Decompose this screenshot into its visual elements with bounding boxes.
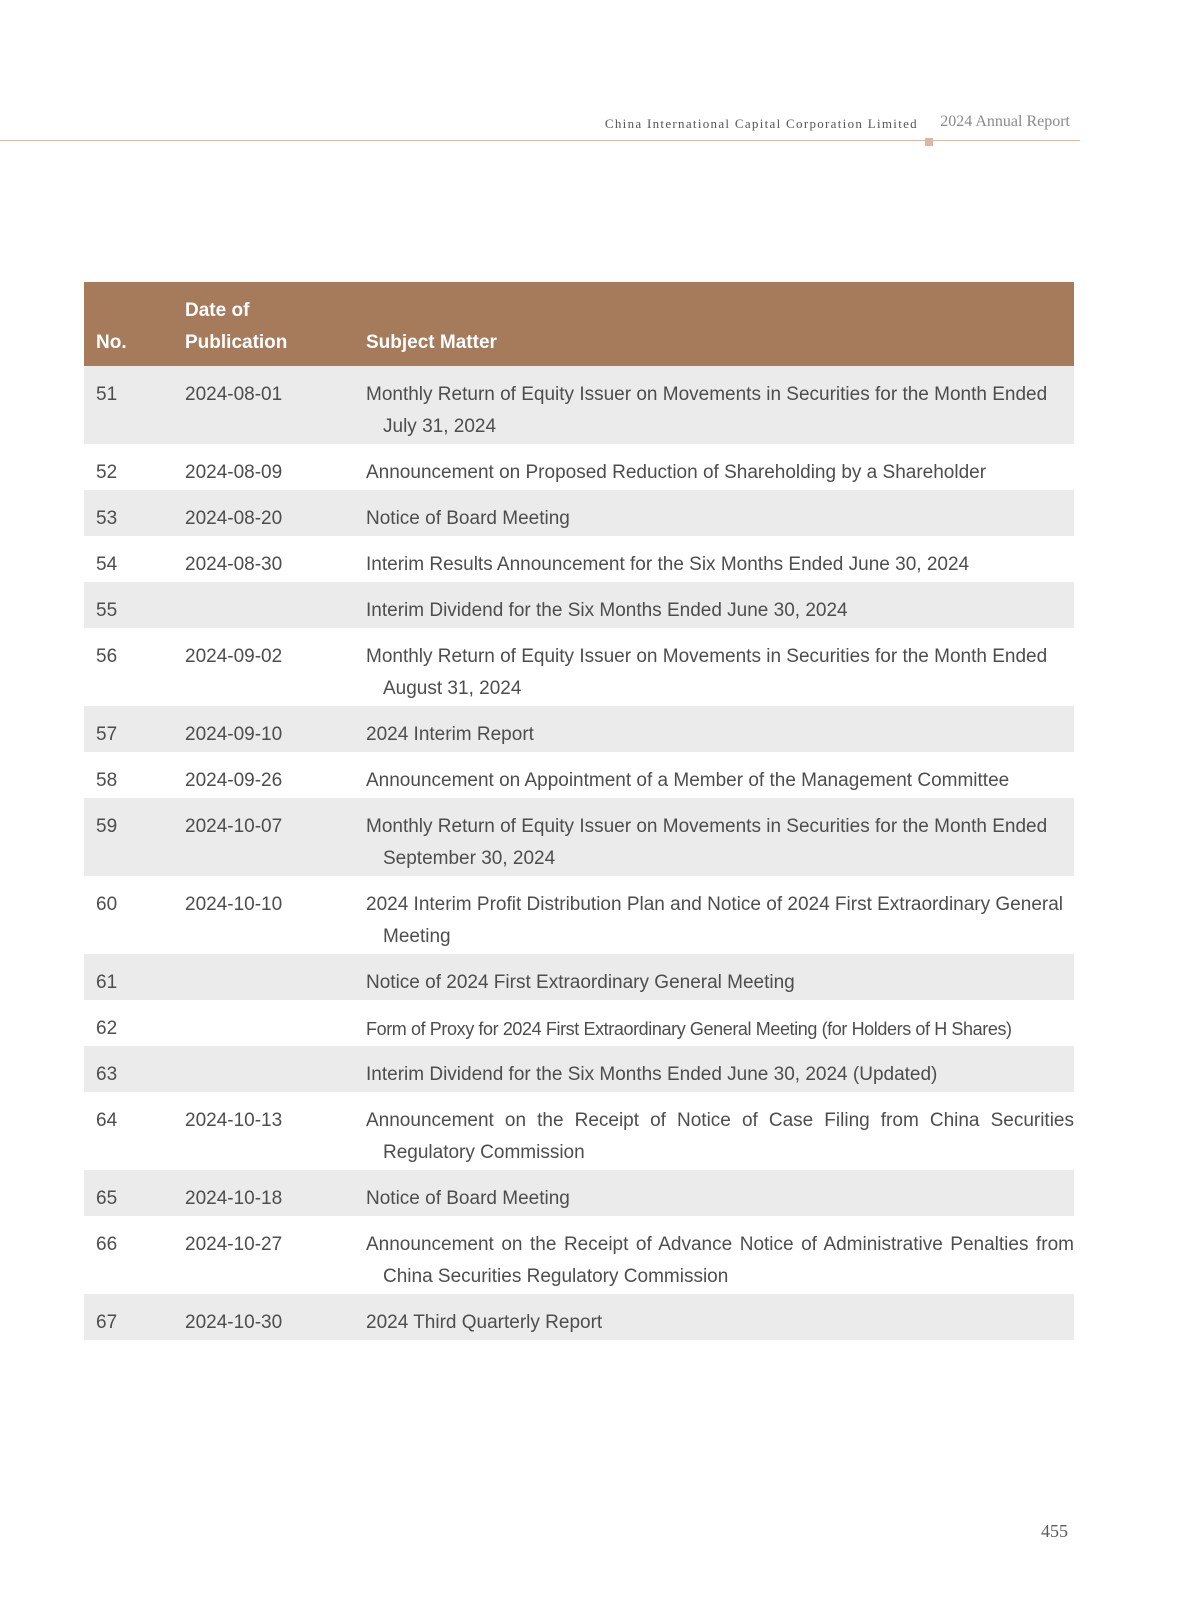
cell-subject <box>366 798 1074 876</box>
cell-no: 67 <box>84 1294 185 1340</box>
cell-date: 2024-08-30 <box>185 554 283 575</box>
subject-text: Interim Dividend for the Six Months Ended June 30, 2024 (Updated) <box>366 1064 938 1085</box>
cell-date: 2024-09-02 <box>185 646 283 667</box>
cell-no: 61 <box>84 954 185 1000</box>
table-row <box>84 444 1074 490</box>
cell-no: 60 <box>96 894 118 915</box>
table-row <box>84 490 1074 536</box>
cell-date: 2024-10-07 <box>185 798 366 876</box>
cell-subject <box>366 706 1074 752</box>
cell-no: 62 <box>96 1018 118 1039</box>
subject-text: Announcement on the Receipt of Advance Notice of Administrative Penalties from China Securities Regulatory Commission <box>366 1234 1074 1287</box>
table-header-row <box>84 282 1074 366</box>
column-header-date-line2: Publication <box>185 332 288 353</box>
cell-subject <box>366 1092 1074 1170</box>
cell-subject <box>366 1000 1074 1046</box>
cell-no: 56 <box>96 646 118 667</box>
subject-text: Interim Dividend for the Six Months Ended June 30, 2024 <box>366 600 848 621</box>
subject-text: Announcement on the Receipt of Notice of Case Filing from China Securities Regulatory Commission <box>366 1110 1074 1163</box>
cell-date <box>185 954 366 1000</box>
table-row <box>84 798 1074 876</box>
table-row <box>84 752 1074 798</box>
cell-subject <box>366 536 1074 582</box>
publications-table <box>84 282 1074 1340</box>
cell-date <box>185 582 366 628</box>
cell-date: 2024-08-09 <box>185 462 283 483</box>
cell-subject <box>366 490 1074 536</box>
table-row <box>84 582 1074 628</box>
cell-date <box>185 1046 366 1092</box>
header-report-title: 2024 Annual Report <box>940 113 1070 130</box>
table-row <box>84 876 1074 954</box>
cell-date: 2024-10-18 <box>185 1170 366 1216</box>
header-company-name: China International Capital Corporation Limited <box>604 116 918 131</box>
cell-date <box>185 1000 366 1046</box>
column-header-date-line1: Date of <box>185 300 250 321</box>
cell-subject <box>366 366 1074 444</box>
subject-text: 2024 Interim Profit Distribution Plan and Notice of 2024 First Extraordinary General Meeting <box>366 894 1063 947</box>
subject-text: 2024 Interim Report <box>366 724 534 745</box>
subject-text: 2024 Third Quarterly Report <box>366 1312 603 1333</box>
cell-date: 2024-09-10 <box>185 706 366 752</box>
table-row <box>84 1092 1074 1170</box>
cell-no: 63 <box>84 1046 185 1092</box>
table-row <box>84 1216 1074 1294</box>
cell-subject <box>366 582 1074 628</box>
running-header <box>0 108 1190 148</box>
cell-subject <box>366 876 1074 954</box>
cell-date: 2024-08-20 <box>185 490 366 536</box>
cell-subject <box>366 1216 1074 1294</box>
table-row <box>84 628 1074 706</box>
table-row <box>84 536 1074 582</box>
cell-date: 2024-10-30 <box>185 1294 366 1340</box>
cell-date: 2024-09-26 <box>185 770 283 791</box>
table-row <box>84 706 1074 752</box>
cell-subject <box>366 954 1074 1000</box>
subject-text: Notice of Board Meeting <box>366 508 570 529</box>
cell-subject <box>366 1170 1074 1216</box>
cell-no: 57 <box>84 706 185 752</box>
cell-no: 64 <box>96 1110 118 1131</box>
header-divider <box>0 140 1080 141</box>
cell-date: 2024-10-27 <box>185 1234 283 1255</box>
column-header-date <box>185 282 366 366</box>
cell-date: 2024-10-10 <box>185 894 283 915</box>
table-row <box>84 1294 1074 1340</box>
cell-no: 52 <box>96 462 118 483</box>
cell-subject <box>366 1294 1074 1340</box>
subject-text: Monthly Return of Equity Issuer on Movements in Securities for the Month Ended July 31, 2024 <box>366 384 1048 437</box>
header-marker <box>925 138 933 146</box>
cell-no: 59 <box>84 798 185 876</box>
cell-subject <box>366 628 1074 706</box>
column-header-subject: Subject Matter <box>366 282 1074 366</box>
subject-text: Announcement on Proposed Reduction of Shareholding by a Shareholder <box>366 462 987 483</box>
table-row <box>84 1000 1074 1046</box>
subject-text: Form of Proxy for 2024 First Extraordinary General Meeting (for Holders of H Shares) <box>366 1019 1012 1039</box>
cell-no: 51 <box>84 366 185 444</box>
table-row <box>84 366 1074 444</box>
subject-text: Interim Results Announcement for the Six Months Ended June 30, 2024 <box>366 554 970 575</box>
subject-text: Notice of Board Meeting <box>366 1188 570 1209</box>
table-row <box>84 954 1074 1000</box>
cell-subject <box>366 1046 1074 1092</box>
cell-no: 54 <box>96 554 118 575</box>
cell-subject <box>366 444 1074 490</box>
subject-text: Monthly Return of Equity Issuer on Movements in Securities for the Month Ended September 30, 2024 <box>366 816 1048 869</box>
cell-no: 53 <box>84 490 185 536</box>
subject-text: Announcement on Appointment of a Member of the Management Committee <box>366 770 1010 791</box>
cell-date: 2024-10-13 <box>185 1110 283 1131</box>
cell-no: 66 <box>96 1234 118 1255</box>
cell-no: 55 <box>84 582 185 628</box>
page-number: 455 <box>1041 1521 1068 1541</box>
subject-text: Notice of 2024 First Extraordinary General Meeting <box>366 972 795 993</box>
table-row <box>84 1046 1074 1092</box>
column-header-no: No. <box>84 282 185 366</box>
table-row <box>84 1170 1074 1216</box>
cell-no: 58 <box>96 770 118 791</box>
cell-subject <box>366 752 1074 798</box>
cell-date: 2024-08-01 <box>185 366 366 444</box>
subject-text: Monthly Return of Equity Issuer on Movements in Securities for the Month Ended August 31, 2024 <box>366 646 1048 699</box>
cell-no: 65 <box>84 1170 185 1216</box>
